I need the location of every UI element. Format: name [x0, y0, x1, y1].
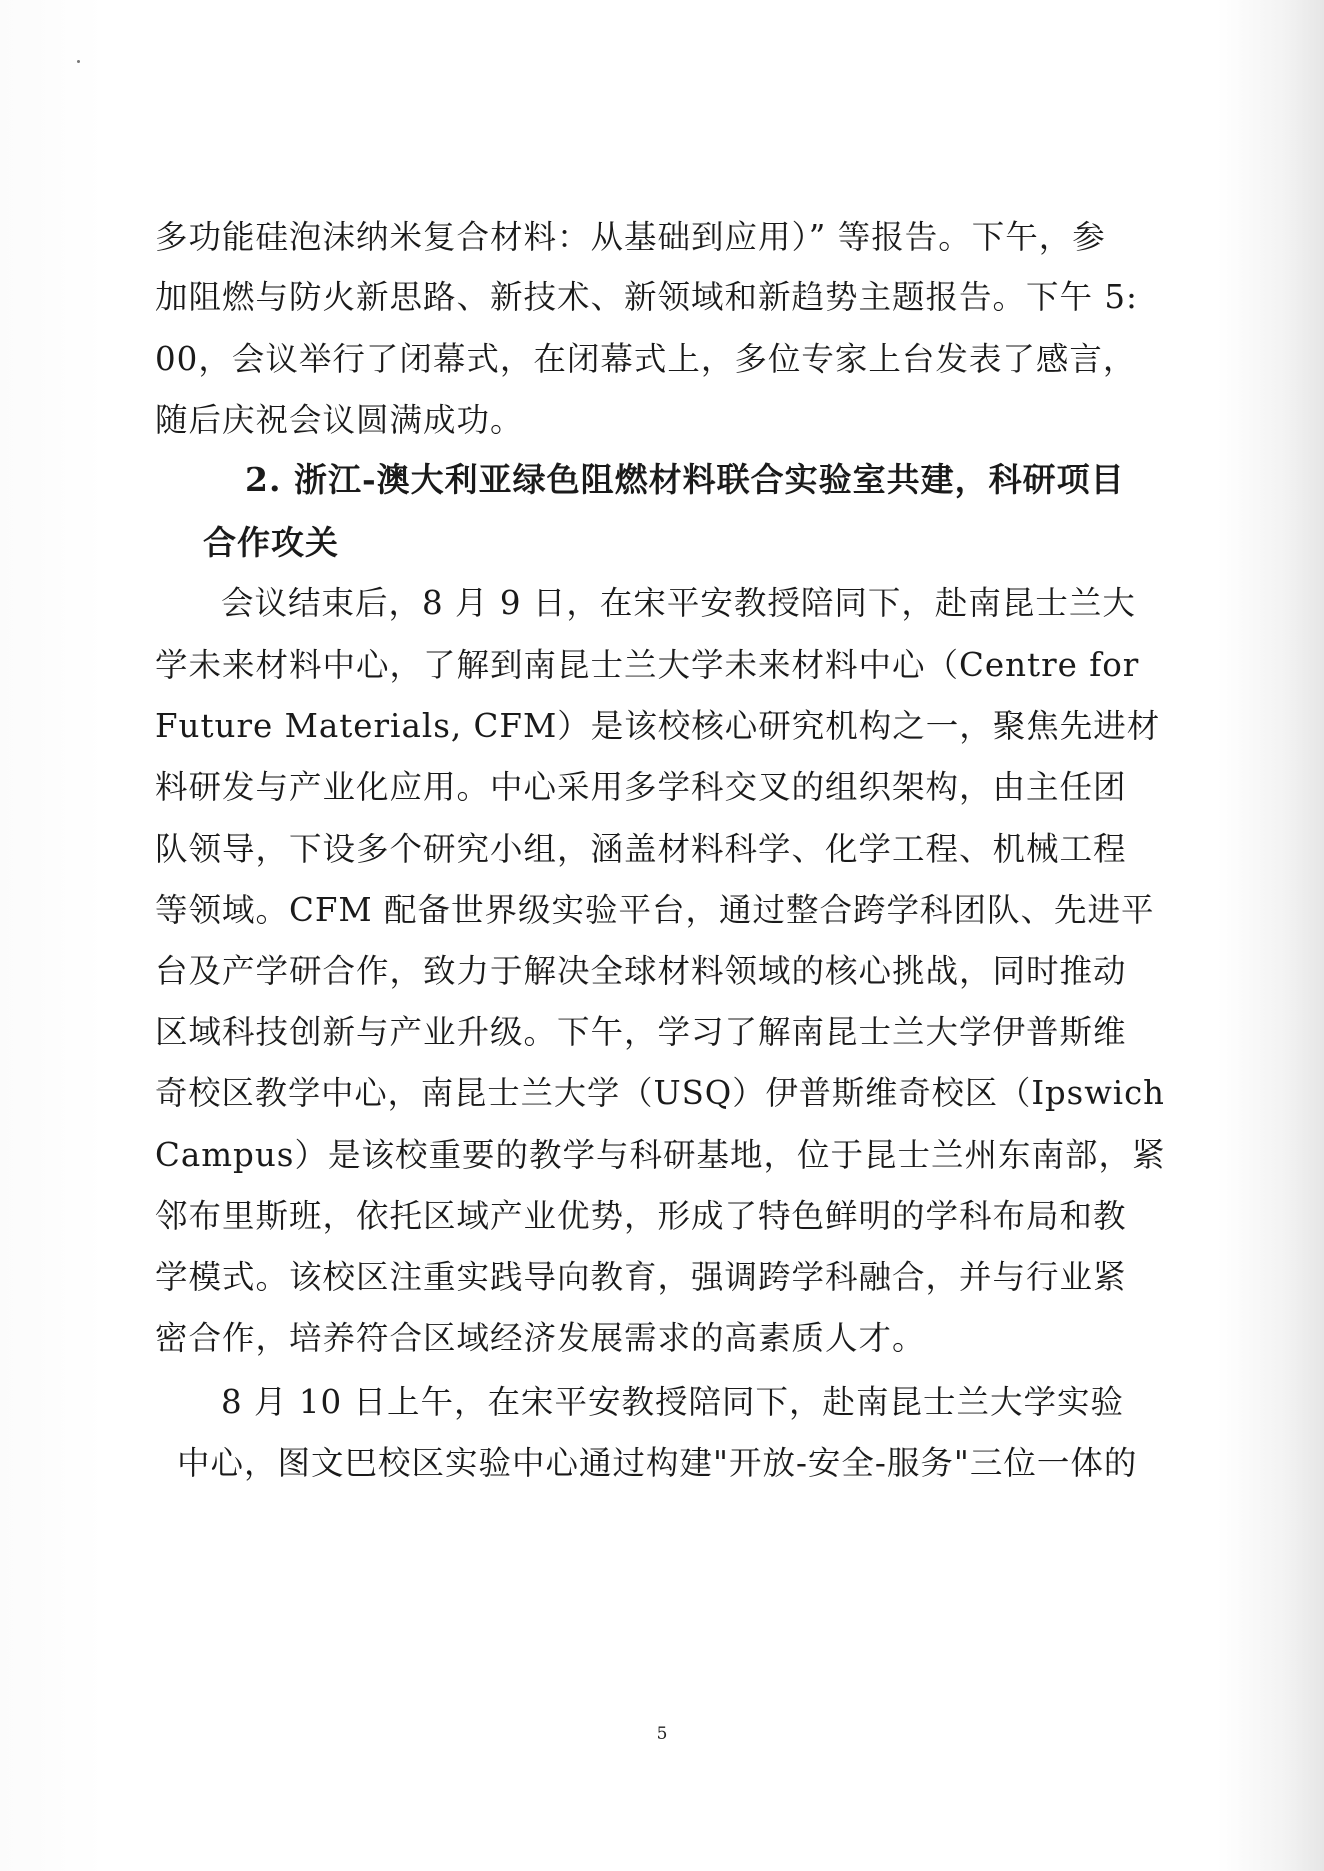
text-line: Campus）是该校重要的教学与科研基地，位于昆士兰州东南部，紧: [155, 1136, 1166, 1174]
text-line: Future Materials, CFM）是该校核心研究机构之一，聚焦先进材: [155, 707, 1161, 745]
section-heading: 2. 浙江-澳大利亚绿色阻燃材料联合实验室共建，科研项目: [245, 460, 1125, 499]
text-line: 区域科技创新与产业升级。下午，学习了解南昆士兰大学伊普斯维: [155, 1013, 1127, 1051]
text-line: 密合作，培养符合区域经济发展需求的高素质人才。: [155, 1319, 926, 1357]
text-line: 料研发与产业化应用。中心采用多学科交叉的组织架构，由主任团: [155, 768, 1127, 806]
text-line: 奇校区教学中心，南昆士兰大学（USQ）伊普斯维奇校区（Ipswich: [155, 1074, 1165, 1112]
paragraph-start: 8 月 10 日上午，在宋平安教授陪同下，赴南昆士兰大学实验: [221, 1383, 1125, 1421]
text-line: 加阻燃与防火新思路、新技术、新领域和新趋势主题报告。下午 5:: [155, 278, 1138, 316]
text-line: 随后庆祝会议圆满成功。: [155, 401, 524, 439]
paragraph-start: 会议结束后，8 月 9 日，在宋平安教授陪同下，赴南昆士兰大: [221, 584, 1136, 622]
text-line: 台及产学研合作，致力于解决全球材料领域的核心挑战，同时推动: [155, 952, 1127, 990]
text-line: 00，会议举行了闭幕式，在闭幕式上，多位专家上台发表了感言，: [155, 340, 1137, 378]
page-number: 5: [656, 1724, 668, 1744]
text-line: 学模式。该校区注重实践导向教育，强调跨学科融合，并与行业紧: [155, 1258, 1127, 1296]
text-line: 邻布里斯班，依托区域产业优势，形成了特色鲜明的学科布局和教: [155, 1197, 1127, 1235]
text-line: 学未来材料中心，了解到南昆士兰大学未来材料中心（Centre for: [155, 646, 1140, 684]
text-line: 中心，图文巴校区实验中心通过构建"开放-安全-服务"三位一体的: [177, 1444, 1138, 1482]
scan-speck: [77, 60, 80, 63]
text-line: 多功能硅泡沫纳米复合材料：从基础到应用）” 等报告。下午，参: [155, 218, 1106, 256]
text-line: 等领域。CFM 配备世界级实验平台，通过整合跨学科团队、先进平: [155, 891, 1155, 929]
text-line: 队领导，下设多个研究小组，涵盖材料科学、化学工程、机械工程: [155, 830, 1127, 868]
section-heading-continued: 合作攻关: [203, 523, 339, 562]
